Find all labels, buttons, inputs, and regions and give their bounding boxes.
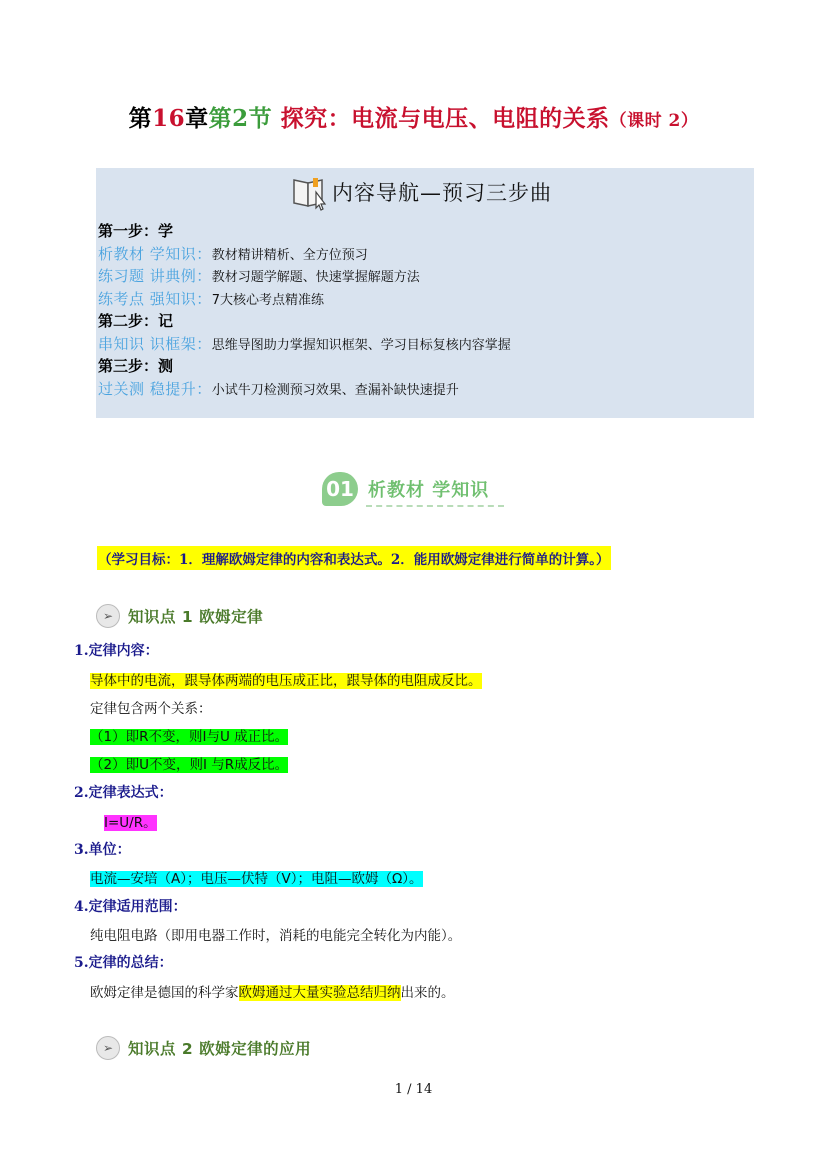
nav-key: 练考点 强知识：: [98, 289, 212, 308]
title-section: 第2节: [208, 105, 273, 132]
nav-value: 教材习题学解题、快速掌握解题方法: [211, 270, 420, 285]
summary-part3: 出来的。: [400, 985, 455, 1001]
summary-part2: 欧姆通过大量实验总结归纳: [238, 985, 401, 1001]
page-number: 1 / 14: [394, 1082, 433, 1097]
title-part1: 第: [128, 105, 153, 132]
section-number: 01: [322, 472, 358, 506]
kp2-label: 知识点 2 欧姆定律的应用: [128, 1040, 312, 1058]
title-part2: 章: [185, 105, 209, 132]
nav-row: [98, 265, 511, 288]
nav-key: 析教材 学知识：: [98, 244, 212, 263]
formula-text: I=U/R。: [104, 815, 157, 831]
item-heading-4: 4.定律适用范围：: [74, 899, 187, 915]
line-formula: [104, 811, 157, 831]
nav-value: 小试牛刀检测预习效果、查漏补缺快速提升: [211, 382, 459, 398]
units-text: 电流—安培（A）；电压—伏特（V）；电阻—欧姆（Ω）。: [90, 871, 423, 887]
content-navigation-box: [96, 168, 754, 418]
section-underline: [366, 505, 504, 507]
nav-step1: 第一步：学: [98, 222, 174, 240]
item-heading-1: 1.定律内容：: [74, 643, 159, 659]
item-heading-2: 2.定律表达式：: [74, 785, 173, 801]
nav-value: 教材精讲精析、全方位预习: [211, 247, 368, 263]
nav-title: 内容导航—预习三步曲: [332, 181, 552, 205]
learning-goal: （学习目标：1．理解欧姆定律的内容和表达式。2．能用欧姆定律进行简单的计算。）: [97, 546, 611, 570]
nav-step3: 第三步：测: [98, 357, 174, 375]
section-badge: [322, 472, 507, 510]
line-scope: 纯电阻电路（即用电器工作时，消耗的电能完全转化为内能）。: [90, 928, 462, 944]
item-heading-5: 5.定律的总结：: [74, 955, 173, 971]
line-law-content: [90, 669, 482, 689]
nav-step2: 第二步：记: [98, 312, 174, 330]
summary-part1: 欧姆定律是德国的科学家: [90, 985, 239, 1001]
relation-1-text: （1）即R不变，则I与U 成正比。: [90, 729, 289, 745]
relation-2-text: （2）即U不变，则I 与R成反比。: [90, 757, 289, 773]
line-summary: [90, 981, 455, 1001]
nav-row: [98, 288, 511, 311]
book-cursor-icon: [290, 172, 330, 212]
arrow-circle-icon: ➢: [96, 1036, 120, 1060]
law-content-text: 导体中的电流，跟导体两端的电压成正比，跟导体的电阻成反比。: [90, 673, 482, 689]
nav-key: 练习题 讲典例：: [98, 267, 212, 285]
nav-key: 串知识 识框架：: [98, 334, 212, 353]
nav-lines: [98, 220, 511, 400]
title-chapter: 16: [152, 105, 186, 132]
nav-value: 7大核心考点精准练: [211, 292, 325, 308]
arrow-circle-icon: ➢: [96, 604, 120, 628]
line-relation-1: [90, 725, 288, 745]
nav-row: [98, 243, 511, 266]
nav-value: 思维导图助力掌握知识框架、学习目标复核内容掌握: [211, 337, 511, 353]
line-relation-2: [90, 753, 288, 773]
title-main: 探究：电流与电压、电阻的关系: [280, 105, 610, 132]
title-suffix: （课时 2）: [609, 111, 699, 131]
nav-header: [290, 172, 552, 212]
item-heading-3: 3.单位：: [74, 842, 131, 858]
nav-row: [98, 333, 511, 356]
kp1-label: 知识点 1 欧姆定律: [128, 608, 264, 626]
line-relations: 定律包含两个关系：: [90, 701, 212, 717]
nav-key: 过关测 稳提升：: [98, 379, 212, 398]
nav-row: [98, 378, 511, 401]
line-units: [90, 867, 423, 887]
page-title: [0, 100, 827, 133]
knowledge-point-1: [96, 603, 263, 629]
knowledge-point-2: [96, 1035, 311, 1061]
section-label: 析教材 学知识: [368, 480, 490, 501]
